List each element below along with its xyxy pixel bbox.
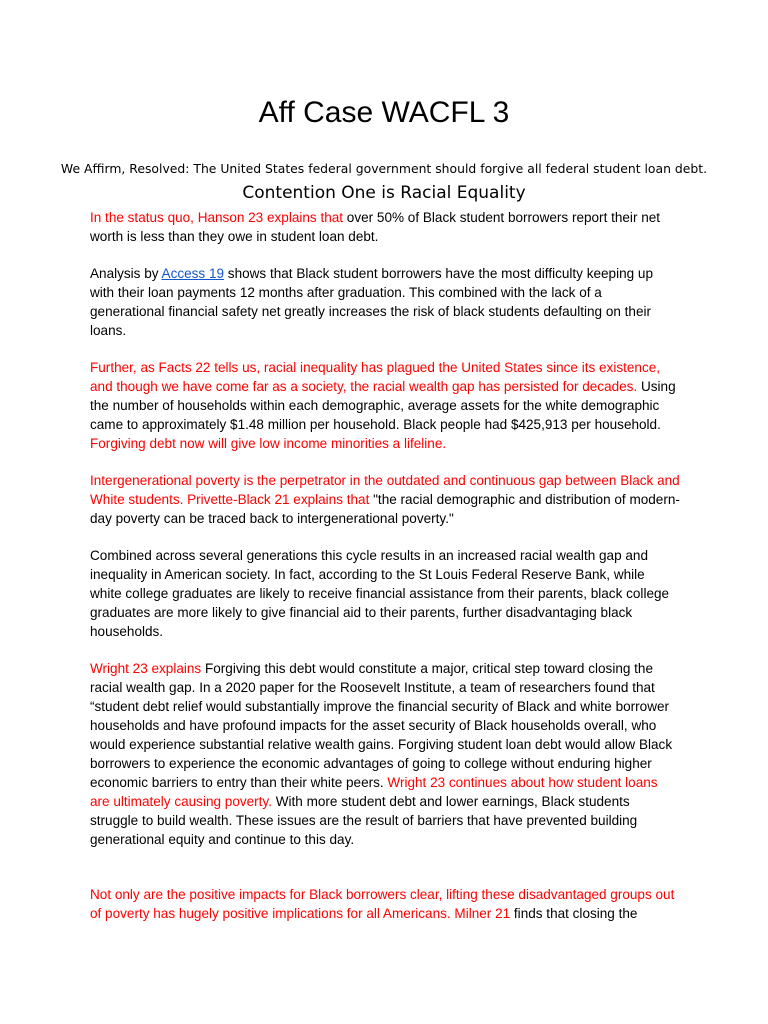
paragraph-5 [90,546,680,641]
body-text: Using the number of households within each demographic, average assets for the white demographic came to approximately $1.48 million per household. Black people had $425,913 per household. [90,379,676,432]
contention-heading: Contention One is Racial Equality [242,183,526,203]
paragraph-1 [90,208,680,246]
access-19-link[interactable]: Access 19 [161,266,225,281]
paragraph-2 [90,264,680,340]
body-text: With more student debt and lower earnings, Black students struggle to build wealth. These issues are the result of barriers that have prevented building generational equity and continue to this day. [90,794,638,847]
highlighted-text: Forgiving debt now will give low income minorities a lifeline. [90,436,447,451]
body-text: "the racial demographic and distribution of modern-day poverty can be traced back to intergenerational poverty." [90,492,680,526]
paragraph-6 [90,659,680,849]
body-text: Analysis by [90,266,162,281]
document-body [90,208,680,941]
highlighted-text: Further, as Facts 22 tells us, racial inequality has plagued the United States since its existence, and though we have come far as a society, the racial wealth gap has persisted for decades. [90,360,661,394]
paragraph-4 [90,471,680,528]
highlighted-text: Intergenerational poverty is the perpetrator in the outdated and continuous gap between Black and White students. Privette-Black 21 explains that [90,473,680,507]
highlighted-text: Not only are the positive impacts for Black borrowers clear, lifting these disadvantaged groups out of poverty has hugely positive implications for all Americans. Milner 21 [90,887,675,921]
paragraph-3 [90,358,680,453]
highlighted-text: In the status quo, Hanson 23 explains that [90,210,344,225]
paragraph-7 [90,885,680,923]
resolution-statement: We Affirm, Resolved: The United States federal government should forgive all federal student loan debt. [60,161,708,176]
body-text: finds that closing the [510,906,638,921]
highlighted-text: Wright 23 explains [90,661,202,676]
body-text: over 50% of Black student borrowers report their net worth is less than they owe in student loan debt. [90,210,661,244]
body-text: shows that Black student borrowers have the most difficulty keeping up with their loan payments 12 months after graduation. This combined with the lack of a generational financial safety net greatly increases the risk of black students defaulting on their loans. [90,266,653,338]
body-text: Combined across several generations this cycle results in an increased racial wealth gap and inequality in American society. In fact, according to the St Louis Federal Reserve Bank, while white college graduates are likely to receive financial assistance from their parents, black college graduates are more likely to give financial aid to their parents, further disadvantaging black households. [90,548,670,639]
body-text: Forgiving this debt would constitute a major, critical step toward closing the racial wealth gap. In a 2020 paper for the Roosevelt Institute, a team of researchers found that “student debt relief would substantially improve the financial security of Black and white borrower households and have profound impacts for the asset security of Black households overall, who would experience substantial relative wealth gains. Forgiving student loan debt would allow Black borrowers to experience the economic advantages of going to college without enduring higher economic barriers to entry than their white peers. [90,661,673,790]
highlighted-text: Wright 23 continues about how student loans are ultimately causing poverty. [90,775,658,809]
document-title: Aff Case WACFL 3 [258,96,510,129]
